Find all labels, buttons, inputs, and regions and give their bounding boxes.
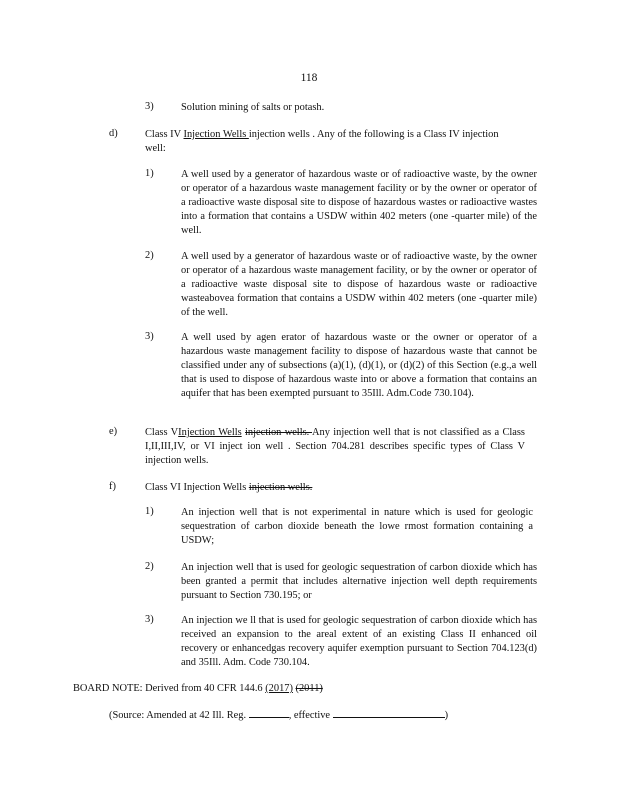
item-d3-text: A well used by agen erator of hazardous waste or the owner or operator of a hazardous waste management facility to dispose of hazardous waste that cannot be classified under any of subsections (a)(1), (d)(1), or (d)(2) of this Section (e.g.,a well that is used to dispose of hazardous waste into or above a formation that contains an aquifer that has been exempted pursuant to 35Ill. Adm.Code 730.104). <box>181 332 537 399</box>
item-e-text-inserted: Injection Wells <box>178 427 242 438</box>
item-d-intro-a: Class IV <box>145 129 184 140</box>
source-text-a: (Source: Amended at 42 Ill. Reg. <box>109 710 247 721</box>
sub-item-marker: 3) <box>145 101 154 112</box>
board-note-deleted: (2011) <box>295 683 323 694</box>
item-e-text-deleted: injection wells. <box>245 427 312 438</box>
item-f2-text: An injection well that is used for geologic sequestration of carbon dioxide which has been granted a permit that includes alternative injection well depth requirements pursuant to Section 730.195; or <box>181 562 537 601</box>
item-d2-marker: 2) <box>145 250 154 261</box>
item-d1-text: A well used by a generator of hazardous waste or of radioactive waste, by the owner or operator of a hazardous waste management facility or by the owner or operator of a radioactive waste disposal site to dispose of hazardous wastes or radioactive wastes into a formation that contains a USDW within 402 meters (one -quarter mile) of the well. <box>181 169 537 236</box>
item-e-text <box>145 426 525 468</box>
sub-item-text: Solution mining of salts or potash. <box>181 102 325 113</box>
register-page-blank <box>249 707 289 718</box>
item-e-text-b: Any injection well that is not classified as a Class I,II,III,IV, or VI inject ion well . Section 704.281 describes specific types of Class V injection wells. <box>145 427 525 466</box>
item-f-intro-deleted: injection wells. <box>248 482 313 493</box>
item-f3-marker: 3) <box>145 614 154 625</box>
item-d-intro <box>145 128 505 156</box>
source-text-c: ) <box>444 710 449 721</box>
source-text-b: , effective <box>288 710 331 721</box>
item-f3-text: An injection we ll that is used for geologic sequestration of carbon dioxide which has received an expansion to the areal extent of an existing Class II enhanced oil recovery or enhancedgas recovery aquifer exemption pursuant to Section 704.123(d) and 35Ill. Adm. Code 730.104. <box>181 615 537 668</box>
effective-date-blank <box>333 707 445 718</box>
item-f-intro-a: Class VI Injection Wells <box>145 482 249 493</box>
item-f1-marker: 1) <box>145 506 154 517</box>
item-f-intro <box>145 481 505 495</box>
board-note-text: BOARD NOTE: Derived from 40 CFR 144.6 <box>73 683 266 694</box>
item-f2-marker: 2) <box>145 561 154 572</box>
item-f1-text: An injection well that is not experimental in nature which is used for geologic sequestration of carbon dioxide beneath the lowe rmost formation containing a USDW; <box>181 507 533 546</box>
item-d1-marker: 1) <box>145 168 154 179</box>
item-d2-text: A well used by a generator of hazardous waste or of radioactive waste, by the owner or operator of a hazardous waste management facility, or by the owner or operator of a radioactive waste disposal site to dispose of hazardous waste or radioactive wasteabovea formation that contains a USDW within 402 meters (one -quarter mile) of the well. <box>181 251 537 318</box>
item-e-marker: e) <box>109 426 118 437</box>
item-d3-marker: 3) <box>145 331 154 342</box>
item-f-marker: f) <box>109 481 116 492</box>
source-line <box>109 707 529 723</box>
page-number: 118 <box>300 72 318 84</box>
item-d-marker: d) <box>109 128 118 139</box>
board-note <box>73 682 493 696</box>
item-e-text-a: Class V <box>145 427 179 438</box>
board-note-inserted: (2017) <box>265 683 293 694</box>
item-d-intro-b: injection wells . Any of the following is a Class IV injection well: <box>145 129 499 154</box>
item-d-intro-inserted: Injection Wells <box>183 129 249 140</box>
